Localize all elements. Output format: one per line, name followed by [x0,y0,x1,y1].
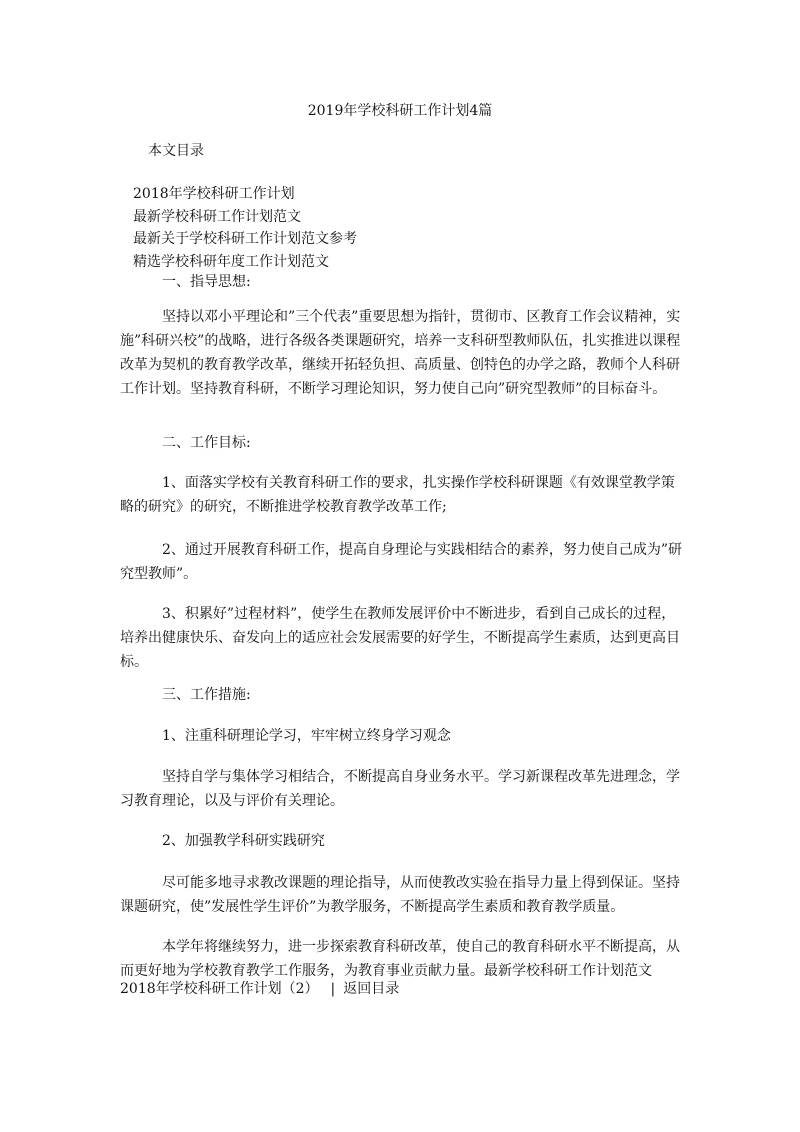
next-article-link[interactable]: 2018年学校科研工作计划（2） [120,981,319,997]
footer-nav [120,977,399,1001]
section-heading-2: 二、工作目标: [162,435,251,451]
paragraph-measure-2: 尽可能多地寻求教改课题的理论指导，从而使教改实验在指导力量上得到保证。坚持课题研究，使”发展性学生评价”为教学服务，不断提高学生素质和教育教学质量。 [120,875,680,915]
subheading-3-1: 1、注重科研理论学习，牢牢树立终身学习观念 [162,728,451,744]
paragraph-guiding-thought: 坚持以邓小平理论和”三个代表”重要思想为指针，贯彻市、区教育工作会议精神，实施”科研兴校”的战略，进行各级各类课题研究，培养一支科研型教师队伍，扎实推进以课程改革为契机的教育教学改革，继续开拓轻负担、高质量、创特色的办学之路，教师个人科研工作计划。坚持教育科研，不断学习理论知识，努力使自己向”研究型教师”的目标奋斗。 [120,309,681,397]
section-heading-3: 三、工作措施: [162,687,251,703]
paragraph-goal-2: 2、通过开展教育科研工作，提高自身理论与实践相结合的素养，努力使自己成为”研究型教师”。 [120,542,683,582]
paragraph-measure-1: 坚持自学与集体学习相结合，不断提高自身业务水平。学习新课程改革先进理念，学习教育理论，以及与评价有关理论。 [120,769,680,809]
subheading-3-2: 2、加强教学科研实践研究 [162,833,325,849]
toc-item-2[interactable]: 最新学校科研工作计划范文 [133,209,301,225]
toc-item-3[interactable]: 最新关于学校科研工作计划范文参考 [133,231,357,247]
paragraph-conclusion: 本学年将继续努力，进一步探索教育科研改革，使自己的教育科研水平不断提高，从而更好地为学校教育教学工作服务，为教育事业贡献力量。最新学校科研工作计划范文 [120,939,680,979]
back-to-toc-link[interactable]: 返回目录 [343,981,400,997]
paragraph-goal-1: 1、面落实学校有关教育科研工作的要求，扎实操作学校科研课题《有效课堂教学策略的研究》的研究，不断推进学校教育教学改革工作; [120,475,675,515]
document-title: 2019年学校科研工作计划4篇 [307,103,493,119]
toc-item-4[interactable]: 精选学校科研年度工作计划范文 [133,254,329,270]
paragraph-goal-3: 3、积累好”过程材料”，使学生在教师发展评价中不断进步，看到自己成长的过程，培养出健康快乐、奋发向上的适应社会发展需要的好学生，不断提高学生素质，达到更高目标。 [120,606,680,670]
section-heading-1: 一、指导思想: [162,274,251,290]
toc-heading: 本文目录 [148,143,204,159]
footer-separator: | [330,981,336,997]
toc-item-1[interactable]: 2018年学校科研工作计划 [133,186,295,202]
